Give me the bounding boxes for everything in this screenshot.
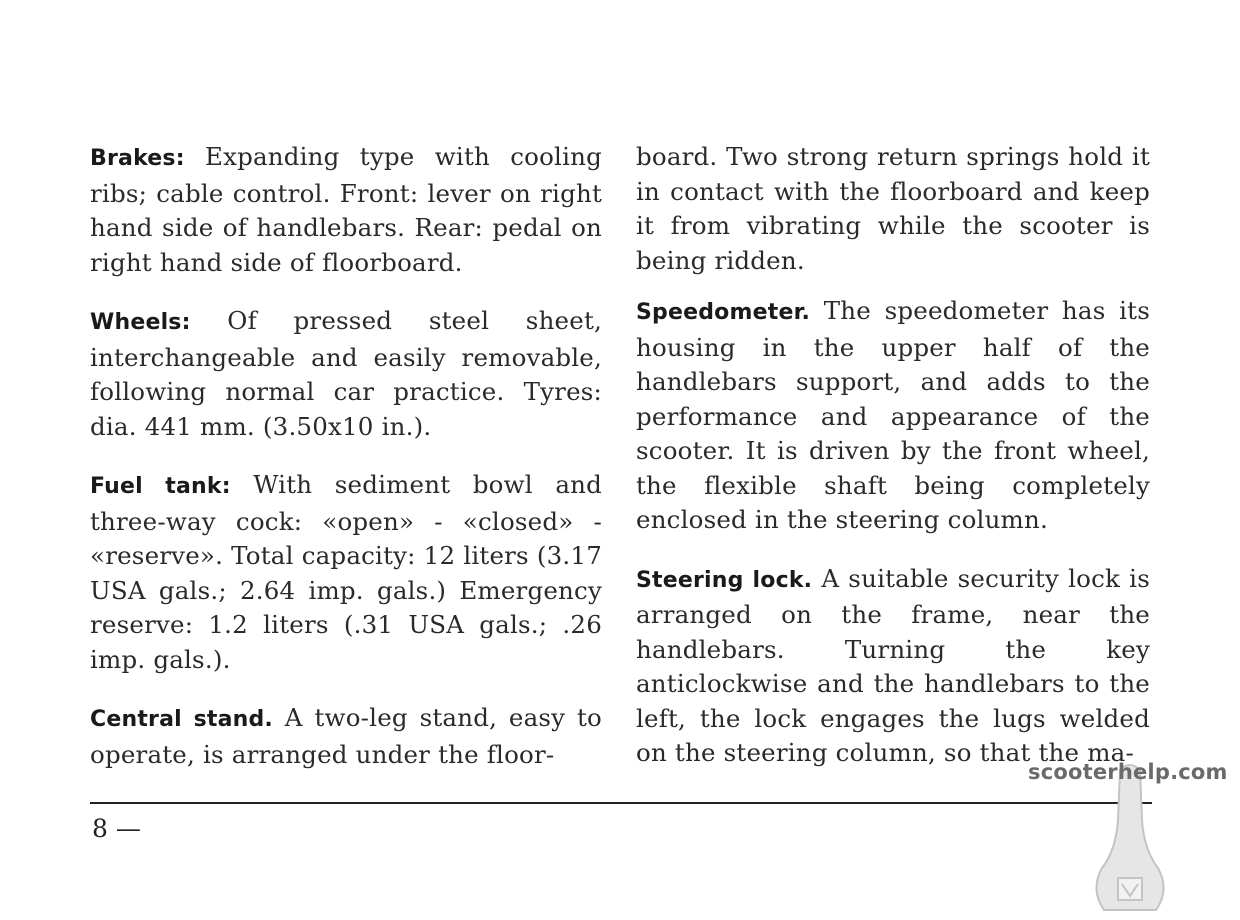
speedometer-text: The speedometer has its housing in the upper half of the handlebars support, and adds to the performance and appearance of the scooter. It is driven by the front wheel, the flexible shaft being completely enclosed in the steering column. <box>636 296 1150 534</box>
watermark <box>1028 760 1240 920</box>
brakes-heading: Brakes: <box>90 146 185 171</box>
wheels-heading: Wheels: <box>90 310 191 335</box>
brakes-paragraph <box>90 140 602 280</box>
watermark-text: scooterhelp.com <box>1028 760 1228 784</box>
steering-lock-text: A suitable security lock is arranged on the frame, near the handlebars. Turning the key anticlockwise and the handlebars to the left, the lock engages the lugs welded on the steering column, so that the ma- <box>636 563 1150 767</box>
page-number: 8 — <box>92 814 141 843</box>
scooter-watermark-icon <box>1080 760 1180 920</box>
right-column <box>636 140 1150 795</box>
speedometer-paragraph <box>636 294 1150 538</box>
steering-lock-paragraph <box>636 562 1150 771</box>
central-stand-text: A two-leg stand, easy to operate, is arranged under the floor- <box>90 703 603 769</box>
central-stand-paragraph <box>90 701 602 772</box>
brakes-text: Expanding type with cooling ribs; cable control. Front: lever on right hand side of handlebars. Rear: pedal on right hand side of floorboard. <box>90 142 602 277</box>
continuation-paragraph: board. Two strong return springs hold it in contact with the floorboard and keep it from vibrating while the scooter is being ridden. <box>636 142 1150 275</box>
fuel-tank-text: With sediment bowl and three-way cock: «open» - «closed» - «reserve». Total capacity: 12 liters (3.17 USA gals.; 2.64 imp. gals.) Emergency reserve: 1.2 liters (.31 USA gals.; .26 imp. gals.). <box>90 470 603 674</box>
speedometer-heading: Speedometer. <box>636 300 811 325</box>
left-column <box>90 140 602 796</box>
steering-lock-heading: Steering lock. <box>636 567 813 593</box>
fuel-tank-heading: Fuel tank: <box>90 474 231 499</box>
wheels-text: Of pressed steel sheet, interchangeable and easily removable, following normal car practice. Tyres: dia. 441 mm. (3.50x10 in.). <box>90 306 602 441</box>
central-stand-heading: Central stand. <box>90 707 273 732</box>
footer-rule <box>90 802 1152 804</box>
wheels-paragraph <box>90 304 602 444</box>
fuel-tank-paragraph <box>90 468 602 677</box>
